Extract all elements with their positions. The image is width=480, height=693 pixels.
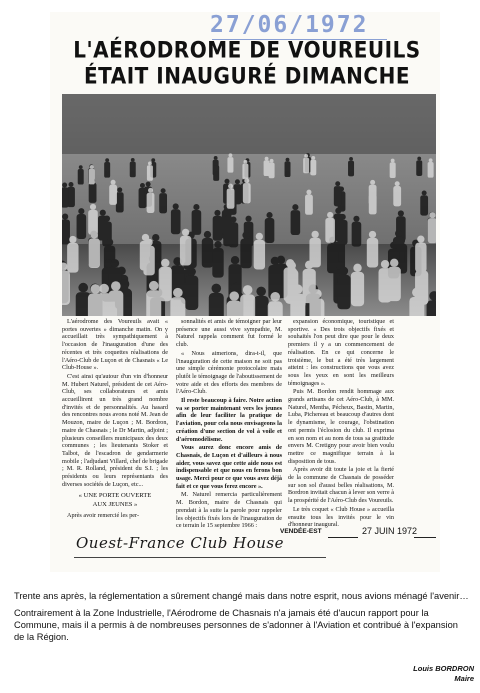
- headline-line-2: ÉTAIT INAUGURÉ DIMANCHE: [84, 62, 410, 90]
- column-paragraph: C'est ainsi qu'autour d'un vin d'honneur M. Hubert Naturel, président de cet Aéro-Club, ses collaborateurs et amis accueillirent un très grand nombre d'invités et de personnalités. Au hasard des rencontres nous avons noté M. Jean de Mouzon, maire de Luçon ; M. Bordron, maire de Chasnais ; le Dr Martin, adjoint ; plusieurs conseillers municipaux des deux communes ; les lieutenants Stoker et Talbot, de l'escadron de gendarmerie mobile ; l'adjudant Villard, chef de brigade ; M. R. Rolland, président du S.I. ; les présidents ou leurs représentants des diverses sociétés de Luçon, etc...: [62, 372, 168, 488]
- date-rule-right: [414, 537, 436, 538]
- column-paragraph: L'aérodrome des Voureuils avait « portes ouvertes » dimanche matin. On y accueillait très sympathiquement à l'occasion de l'inauguration d'une des récentes et très coquettes réalisations de l'Aéro-Club de Luçon et de Chasnais « Le Club-House ».: [62, 318, 168, 372]
- signature-role: Maire: [454, 674, 474, 683]
- date-rule-left: [328, 537, 358, 538]
- column-paragraph: Après avoir dit toute la joie et la fierté de la commune de Chasnais de posséder sur son sol d'aussi belles réalisations, M. Bordron invitait chacun à lever son verre à la prospérité de l'Aéro-Club des Voureuils.: [288, 466, 394, 505]
- article-column-1: [62, 318, 168, 532]
- column-paragraph: Après avoir remercié les per-: [67, 511, 140, 519]
- column-paragraph: Puis M. Bordon rendit hommage aux grands artisans de cet Aéro-Club, à MM. Naturel, Mentha, Pécheux, Bastin, Martin, Luba, Pichereau et beaucoup d'autres dont le dynamisme, le courage, l'obstination ont permis l'éclosion du club. Il exprima en son nom et au nom de tous sa gratitude envers M. Cretigny pour avoir bien voulu mettre ce magnifique terrain à la disposition de tous.: [288, 388, 394, 465]
- column-paragraph: expansion économique, touristique et sportive. « Des trois objectifs fixés et souhaités l'on peut dire que pour le deux premiers il y a un commencement de réalisation. En ce qui concerne le troisième, le but a été très largement atteint : les constructions que vous avez sous les yeux en sont les meilleurs témoignages ».: [288, 318, 394, 387]
- commentary: [14, 590, 470, 648]
- crowd-photograph: [62, 94, 436, 316]
- commentary-paragraph-1: Trente ans après, la réglementation a sûrement changé mais dans notre esprit, nous avions ménagé l'avenir…: [14, 591, 469, 601]
- crowd-photo-drawing: [62, 94, 436, 316]
- column-paragraph: Il reste beaucoup à faire. Notre action va se porter maintenant vers les jeunes afin de leur faciliter la pratique de l'aviation, pour cela nous envisageons la création d'une section de vol à voile et d'aéromodélisme.: [176, 397, 282, 443]
- column-paragraph: Vous aurez donc encore amis de Chasnais, de Luçon et d'ailleurs à nous aider, vous savez que cette aide nous est indispensable et que nous en ferons bon usage. Merci pour ce que vous avez déjà fait et ce que vous ferez encore ».: [176, 444, 282, 490]
- column-subhead-2: AUX JEUNES »: [92, 501, 138, 509]
- newspaper-clipping: [50, 12, 440, 572]
- headline-line-1: L'AÉRODROME DE VOUREUILS: [73, 36, 421, 64]
- column-paragraph: « Nous aimerions, dira-t-il, que l'inauguration de cette maison ne soit pas une simple cérémonie protocolaire mais plutôt le témoignage de l'aboutissement de votre aide et des efforts des membres de l'Aéro-Club.: [176, 349, 282, 396]
- handwritten-note: Ouest-France Club House: [76, 534, 285, 552]
- newspaper-date: 27 JUIN 1972: [362, 526, 418, 536]
- article-column-3: [288, 318, 394, 532]
- signature-block: [413, 664, 474, 684]
- handwritten-underline: [74, 557, 326, 558]
- date-stamp: 27/06/1972: [210, 12, 369, 38]
- column-paragraph: Le très coquet « Club House » accueilla ensuite tous les invités pour le vin d'honneur inaugural.: [288, 505, 394, 529]
- signature-name: Louis BORDRON: [413, 664, 474, 673]
- column-paragraph: sonnalités et amis de témoigner par leur présence une aussi vive sympathie, M. Naturel rappela comment fut formé le club.: [176, 318, 282, 349]
- column-subhead-1: « UNE PORTE OUVERTE: [78, 492, 152, 500]
- article-column-2: [176, 318, 282, 532]
- column-paragraph: M. Naturel remercia particulièrement M. Bordon, maire de Chasnais qui prendait à la suite la parole pour rappeler les objectifs fixés lors de l'inauguration de ce terrain le 15 septembre 1966 :: [176, 491, 282, 530]
- commentary-paragraph-2: Contrairement à la Zone Industrielle, l'Aérodrome de Chasnais n'a jamais été d'aucun rapport pour la Commune, mais il a permis à de nombreuses personnes de s'adonner à l'Aviation et contribué à l'expansion de la Région.: [14, 608, 458, 642]
- newspaper-name: VENDÉE-EST: [280, 528, 322, 535]
